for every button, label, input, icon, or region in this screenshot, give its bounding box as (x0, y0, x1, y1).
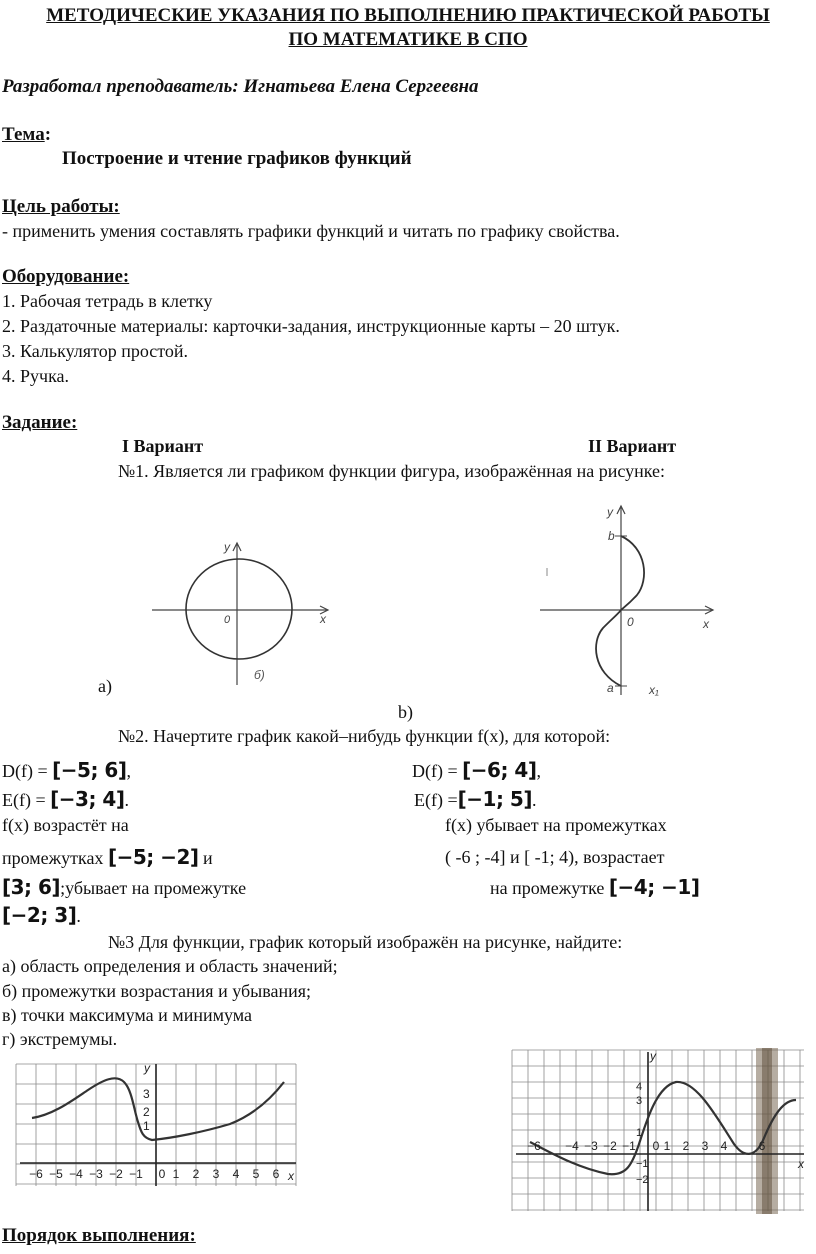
x-tick-label: 6 (272, 1167, 280, 1181)
x-tick-label: −4 (565, 1139, 579, 1153)
graph-left-y-tick: 1 (143, 1119, 150, 1133)
question-3-item: г) экстремумы. (2, 1029, 118, 1049)
v1-second-increase-range: [3; 6] (2, 875, 61, 899)
x-tick-label: −2 (109, 1167, 123, 1181)
x-tick-label: 4 (232, 1167, 240, 1181)
v1-domain (2, 758, 131, 782)
v1-decrease-interval (2, 903, 81, 927)
doc-title-line2: ПО МАТЕМАТИКЕ В СПО (288, 29, 528, 50)
figure-b-origin-label: 0 (627, 615, 634, 629)
graph-left-x-ticks (29, 1167, 280, 1181)
question-1: №1. Является ли графиком функции фигура, изображённая на рисунке: (118, 461, 666, 481)
graph-right-y-tick: 1 (636, 1127, 643, 1139)
v1-increase-text: f(x) возрастёт на (2, 815, 129, 835)
variant-2-heading: II Вариант (588, 436, 677, 456)
topic-heading (2, 124, 51, 146)
v1-decrease-text: ;убывает на промежутке (60, 878, 247, 898)
topic-label: Тема (2, 124, 45, 145)
v2-decrease-text: f(x) убывает на промежутках (445, 815, 667, 835)
question-3-item: б) промежутки возрастания и убывания; (2, 981, 312, 1001)
v2-domain-label: D(f) = (412, 761, 463, 781)
graph-right (508, 1046, 808, 1216)
topic-value: Построение и чтение графиков функций (62, 148, 412, 169)
x-tick-label: 1 (172, 1167, 180, 1181)
author-line: Разработал преподаватель: Игнатьева Елена Сергеевна (2, 76, 479, 97)
x-tick-label: 0 (652, 1139, 660, 1153)
graph-right-x-label: x (798, 1157, 804, 1171)
figure-a-label: а) (98, 676, 112, 696)
x-tick-label: −6 (29, 1167, 43, 1181)
graph-left-y-tick: 2 (143, 1105, 150, 1119)
graph-left (8, 1060, 300, 1192)
v1-decrease-range: [−2; 3] (2, 903, 77, 927)
graph-right-y-tick: 3 (636, 1095, 643, 1107)
x-tick-label: −3 (584, 1139, 598, 1153)
graph-right-y-tick: −1 (636, 1158, 649, 1170)
x-tick-label: 3 (212, 1167, 220, 1181)
x-tick-label: 2 (192, 1167, 200, 1181)
question-3: №3 Для функции, график который изображён на рисунке, найдите: (108, 932, 623, 952)
figure-b-x1-label: x₁ (649, 683, 659, 697)
graph-left-y-tick: 3 (143, 1087, 150, 1101)
figure-a-x-label: x (320, 612, 326, 626)
x-tick-label: 3 (701, 1139, 709, 1153)
v2-range (414, 787, 536, 811)
task-label: Задание: (2, 412, 78, 433)
x-tick-label: −1 (622, 1139, 636, 1153)
graph-right-y-tick: 4 (636, 1081, 643, 1093)
graph-left-curve (32, 1078, 284, 1140)
v2-increase-interval (490, 875, 699, 899)
graph-left-y-label: y (144, 1061, 150, 1075)
procedure-label: Порядок выполнения: (2, 1225, 196, 1246)
x-tick-label: 5 (252, 1167, 260, 1181)
figure-b-curve (535, 500, 725, 700)
v2-range-value: [−1; 5] (457, 787, 532, 811)
v1-domain-range: [−5; 6] (52, 758, 127, 782)
v1-domain-end: , (126, 761, 131, 781)
goal-text: - применить умения составлять графики функций и читать по графику свойства. (2, 221, 620, 241)
x-tick-label: −6 (527, 1139, 541, 1153)
v1-range-end: . (124, 790, 129, 810)
v2-domain-range: [−6; 4] (462, 758, 537, 782)
x-tick-label: 2 (682, 1139, 690, 1153)
figure-b-s-curve (596, 536, 644, 686)
v1-increase-label: промежутках (2, 848, 108, 868)
v1-increase-range: [−5; −2] (107, 845, 199, 869)
v2-range-end: . (531, 790, 537, 810)
equipment-item: 3. Калькулятор простой. (2, 341, 189, 361)
figure-a-circle-shape (186, 559, 292, 659)
x-tick-label: −3 (89, 1167, 103, 1181)
figure-a-origin-label: 0 (224, 614, 231, 626)
v2-increase-label: на промежутке (490, 878, 609, 898)
equipment-item: 4. Ручка. (2, 366, 70, 386)
v1-decrease-line (2, 875, 246, 899)
equipment-item: 2. Раздаточные материалы: карточки-задания, инструкционные карты – 20 штук. (2, 316, 620, 336)
figure-a-circle (140, 535, 340, 695)
v2-domain-end: , (536, 761, 541, 781)
figure-b-a-label: a (607, 681, 614, 695)
v2-increase-range: [−4; −1] (608, 875, 700, 899)
question-3-item: а) область определения и область значений; (2, 956, 338, 976)
figure-b-x-label: x (703, 617, 709, 631)
x-tick-label: −4 (69, 1167, 83, 1181)
graph-left-x-label: x (288, 1169, 294, 1183)
equipment-label: Оборудование: (2, 266, 130, 287)
figure-a-y-label: y (224, 540, 230, 554)
v1-increase-interval (2, 845, 213, 869)
v2-domain (412, 758, 541, 782)
v1-range (2, 787, 129, 811)
x-tick-label: −5 (49, 1167, 63, 1181)
doc-title-line1: МЕТОДИЧЕСКИЕ УКАЗАНИЯ ПО ВЫПОЛНЕНИЮ ПРАКТИЧЕСКОЙ РАБОТЫ (46, 5, 770, 26)
v1-decrease-end: . (76, 906, 81, 926)
graph-right-y-tick: −2 (636, 1174, 649, 1186)
graph-right-y-label: y (650, 1049, 656, 1063)
v2-range-label: E(f) = (414, 790, 458, 810)
x-tick-label: −1 (129, 1167, 143, 1181)
x-tick-label: 4 (720, 1139, 728, 1153)
v1-range-value: [−3; 4] (50, 787, 125, 811)
v1-range-label: E(f) = (2, 790, 51, 810)
figure-b-y-label: y (607, 505, 613, 519)
x-tick-label: 0 (158, 1167, 166, 1181)
goal-label: Цель работы: (2, 196, 120, 217)
x-tick-label: 6 (758, 1139, 766, 1153)
topic-colon: : (44, 124, 52, 145)
figure-b-label: b) (398, 702, 413, 722)
equipment-item: 1. Рабочая тетрадь в клетку (2, 291, 213, 311)
v1-increase-end: и (198, 848, 213, 868)
x-tick-label: −2 (603, 1139, 617, 1153)
figure-a-caption: б) (254, 668, 265, 682)
question-3-item: в) точки максимума и минимума (2, 1005, 253, 1025)
figure-b-b-label: b (608, 529, 615, 543)
v2-decrease-intervals: ( -6 ; -4] и [ -1; 4), возрастает (445, 847, 665, 867)
x-tick-label: 1 (663, 1139, 671, 1153)
v1-domain-label: D(f) = (2, 761, 53, 781)
variant-1-heading: I Вариант (122, 436, 204, 456)
question-2: №2. Начертите график какой–нибудь функции f(x), для которой: (118, 726, 611, 746)
